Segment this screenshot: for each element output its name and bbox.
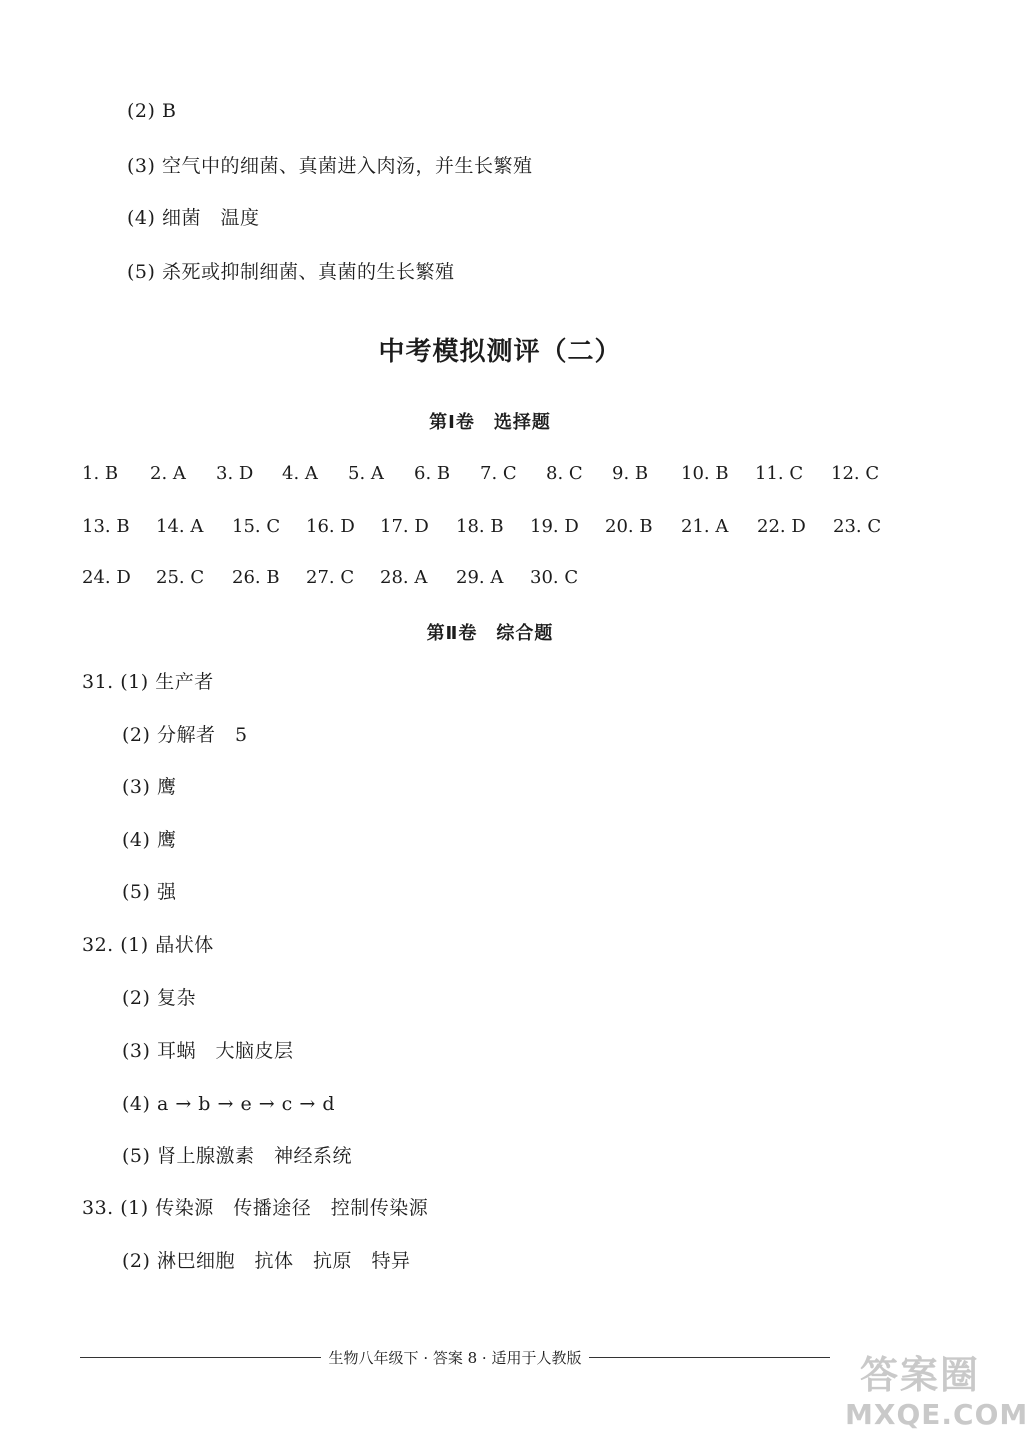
answer-item: 23. C xyxy=(833,516,882,537)
answer-item: 11. C xyxy=(755,463,804,484)
answer-item: 5. A xyxy=(348,463,384,484)
watermark-top-text: 答案圈 xyxy=(859,1353,980,1397)
question-33-line: 33. (1) 传染源 传播途径 控制传染源 xyxy=(82,1197,429,1219)
answer-item: 13. B xyxy=(82,516,130,537)
question-31-line: (5) 强 xyxy=(122,881,177,903)
answer-item: 16. D xyxy=(306,516,355,537)
answer-item: 12. C xyxy=(831,463,880,484)
page-footer xyxy=(80,1344,830,1370)
watermark-logo xyxy=(845,1352,1028,1442)
question-32-line: (2) 复杂 xyxy=(122,987,196,1009)
question-32-line: (3) 耳蜗 大脑皮层 xyxy=(122,1040,294,1062)
answer-item: 29. A xyxy=(456,567,504,588)
answer-item: 24. D xyxy=(82,567,131,588)
answer-item: 18. B xyxy=(456,516,504,537)
answer-item: 10. B xyxy=(681,463,729,484)
question-32-line: 32. (1) 晶状体 xyxy=(82,934,214,956)
answer-item: 20. B xyxy=(605,516,653,537)
footer-rule-right xyxy=(589,1357,830,1358)
page-title: 中考模拟测评（二） xyxy=(378,337,622,367)
section-heading-choice: 第Ⅰ卷 选择题 xyxy=(429,412,551,433)
answer-item: 25. C xyxy=(156,567,205,588)
answer-line: (3) 空气中的细菌、真菌进入肉汤，并生长繁殖 xyxy=(127,155,533,177)
answer-line: (2) B xyxy=(127,100,177,122)
answer-item: 26. B xyxy=(232,567,280,588)
answer-item: 4. A xyxy=(282,463,318,484)
watermark-bottom-text: MXQE.COM xyxy=(845,1398,1028,1431)
answer-item: 15. C xyxy=(232,516,281,537)
answer-item: 8. C xyxy=(546,463,583,484)
answer-item: 28. A xyxy=(380,567,428,588)
footer-text: 生物八年级下 · 答案 8 · 适用于人教版 xyxy=(328,1348,582,1367)
answer-row xyxy=(82,461,897,487)
answer-item: 3. D xyxy=(216,463,254,484)
answer-item: 14. A xyxy=(156,516,204,537)
answer-item: 27. C xyxy=(306,567,355,588)
section-heading-comprehensive: 第Ⅱ卷 综合题 xyxy=(426,623,554,644)
question-32-line: (4) a → b → e → c → d xyxy=(122,1093,335,1115)
question-31-line: (4) 鹰 xyxy=(122,829,177,851)
answer-item: 2. A xyxy=(150,463,186,484)
answer-row xyxy=(82,565,596,591)
answer-item: 7. C xyxy=(480,463,517,484)
question-31-line: (3) 鹰 xyxy=(122,776,177,798)
answer-item: 21. A xyxy=(681,516,729,537)
answer-line: (5) 杀死或抑制细菌、真菌的生长繁殖 xyxy=(127,261,455,283)
question-33-line: (2) 淋巴细胞 抗体 抗原 特异 xyxy=(122,1250,411,1272)
answer-item: 19. D xyxy=(530,516,579,537)
answer-item: 6. B xyxy=(414,463,451,484)
question-31-line: 31. (1) 生产者 xyxy=(82,671,214,693)
answer-row xyxy=(82,514,899,540)
footer-rule-left xyxy=(80,1357,321,1358)
question-32-line: (5) 肾上腺激素 神经系统 xyxy=(122,1145,352,1167)
answer-item: 9. B xyxy=(612,463,649,484)
answer-item: 17. D xyxy=(380,516,429,537)
answer-item: 30. C xyxy=(530,567,579,588)
answer-item: 22. D xyxy=(757,516,806,537)
answer-line: (4) 细菌 温度 xyxy=(127,207,260,229)
question-31-line: (2) 分解者 5 xyxy=(122,724,248,746)
answer-item: 1. B xyxy=(82,463,119,484)
